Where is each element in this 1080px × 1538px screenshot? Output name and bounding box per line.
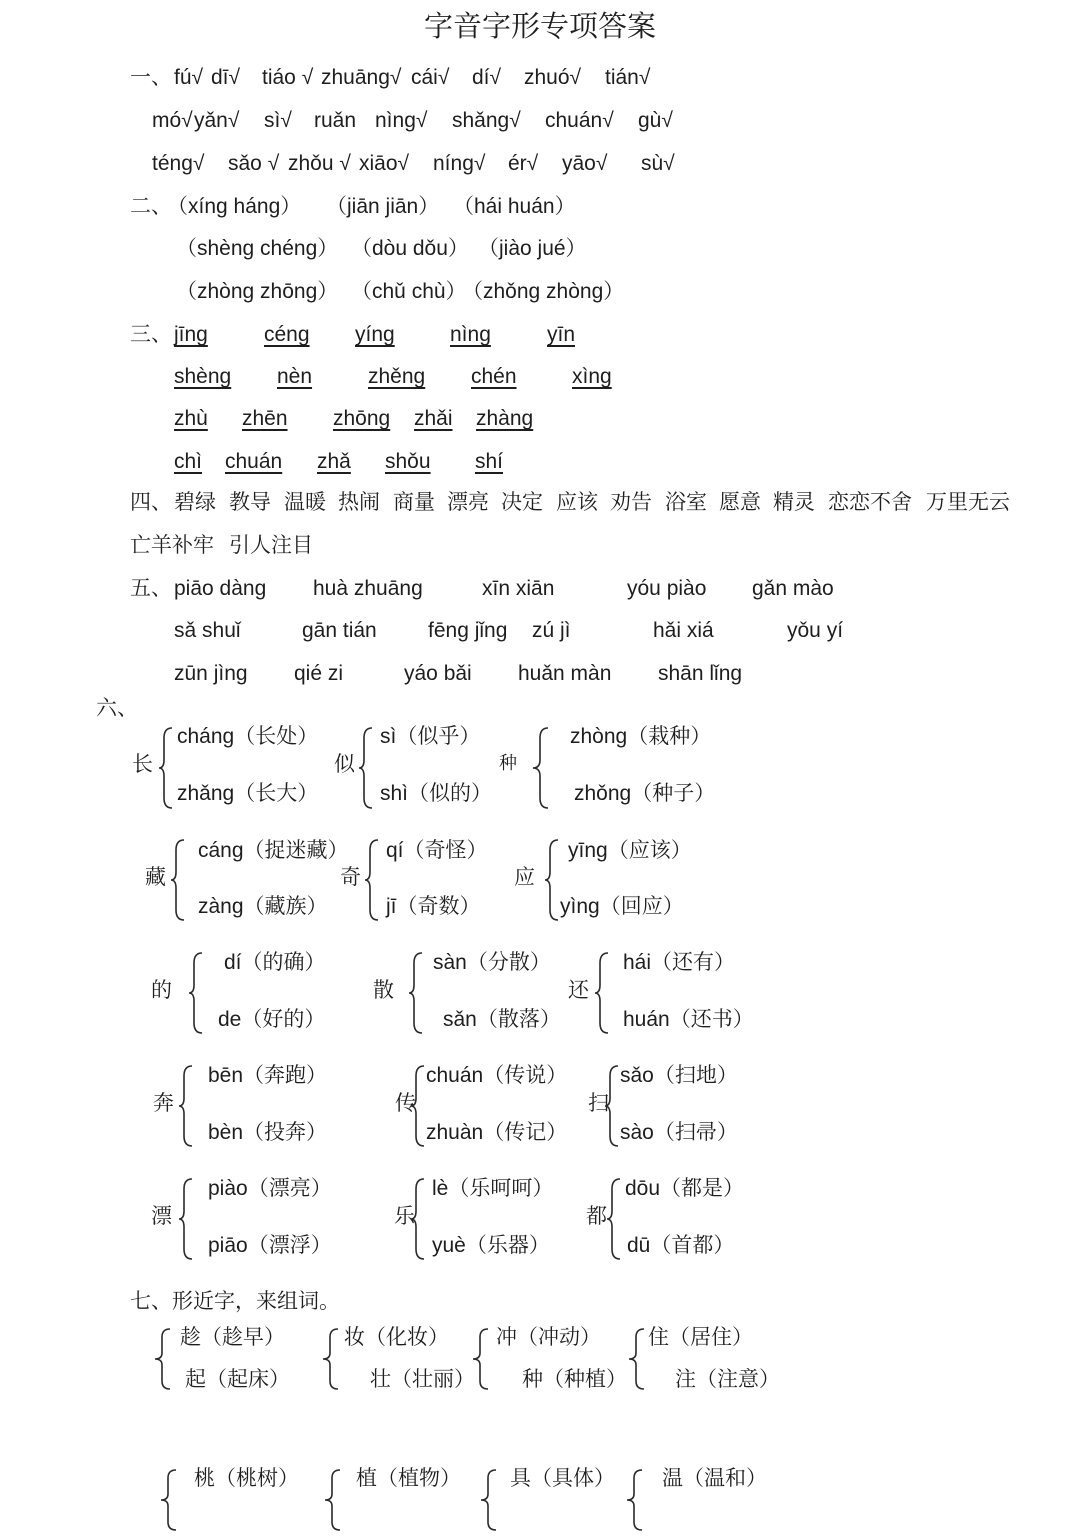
- answer: （shèng chéng）: [176, 237, 339, 260]
- polyphone-char: 长: [132, 752, 153, 776]
- reading: lè（乐呵呵）: [432, 1177, 554, 1200]
- word: 浴室: [665, 490, 707, 514]
- brace-icon: [626, 1468, 648, 1538]
- reading: chuán（传说）: [426, 1064, 568, 1087]
- word: 亡羊补牢: [130, 533, 214, 557]
- section-label: 二、: [130, 194, 172, 218]
- answer: sǎo √: [228, 152, 280, 175]
- brace-icon: [178, 1177, 198, 1261]
- polyphone-char: 乐: [394, 1204, 415, 1228]
- word-pair: 种（种植）: [522, 1367, 627, 1391]
- section-label: 六、: [96, 696, 138, 720]
- answer: xīn xiān: [482, 577, 555, 600]
- answer: qié zi: [294, 662, 344, 685]
- answer: nèn: [277, 365, 313, 388]
- section-label: 五、: [130, 576, 172, 600]
- answer: sì√: [264, 109, 292, 132]
- brace-icon: [154, 1327, 176, 1391]
- section-label: 四、: [130, 490, 172, 514]
- reading: de（好的）: [218, 1008, 326, 1031]
- section-label: 七、形近字，来组词。: [130, 1289, 340, 1313]
- answer: yáo bǎi: [404, 662, 472, 685]
- polyphone-char: 的: [151, 978, 172, 1002]
- word: 应该: [556, 490, 598, 514]
- polyphone-char: 还: [568, 978, 589, 1002]
- answer: fēng jǐng: [428, 619, 508, 642]
- brace-icon: [322, 1327, 344, 1391]
- reading: yuè（乐器）: [432, 1234, 550, 1257]
- brace-icon: [628, 1327, 650, 1391]
- word: 温暖: [284, 490, 326, 514]
- word: 漂亮: [447, 490, 489, 514]
- word-pair: 妆（化妆）: [344, 1325, 449, 1349]
- brace-icon: [160, 1468, 182, 1538]
- answer: yíng: [355, 323, 395, 346]
- answer: ér√: [508, 152, 539, 175]
- reading: zhòng（栽种）: [570, 725, 712, 748]
- answer: cái√: [411, 66, 450, 89]
- polyphone-char: 传: [395, 1091, 416, 1115]
- reading: sàn（分散）: [433, 951, 551, 974]
- reading: sào（扫帚）: [620, 1121, 738, 1144]
- answer: nìng√: [375, 109, 428, 132]
- brace-icon: [324, 1468, 346, 1538]
- answer: jīng: [174, 323, 208, 346]
- answer: dī√: [211, 66, 241, 89]
- reading: qí（奇怪）: [386, 839, 488, 862]
- reading: sì（似乎）: [380, 725, 481, 748]
- brace-icon: [472, 1327, 494, 1391]
- answer: mó√: [152, 109, 193, 132]
- answer: gān tián: [302, 619, 377, 642]
- polyphone-char: 应: [514, 865, 535, 889]
- reading: piāo（漂浮）: [208, 1234, 332, 1257]
- reading: zhǒng（种子）: [574, 782, 716, 805]
- answer: yǒu yí: [787, 619, 844, 642]
- brace-icon: [532, 726, 554, 810]
- answer: yǎn√: [194, 109, 240, 132]
- answer: zú jì: [532, 619, 571, 642]
- polyphone-char: 似: [334, 752, 355, 776]
- word: 决定: [501, 490, 543, 514]
- answer: dí√: [472, 66, 502, 89]
- answer: piāo dàng: [174, 577, 267, 600]
- answer: chuán: [225, 450, 283, 473]
- answer: chuán√: [545, 109, 614, 132]
- answer: （chǔ chù）: [351, 280, 467, 303]
- polyphone-char: 散: [373, 978, 394, 1002]
- reading: shì（似的）: [380, 782, 493, 805]
- answer: shèng: [174, 365, 232, 388]
- brace-icon: [188, 951, 208, 1035]
- word-pair: 桃（桃树）: [194, 1466, 299, 1490]
- answer: zhǎ: [317, 450, 351, 473]
- answer: zhēn: [242, 407, 288, 430]
- answer: yīn: [547, 323, 576, 346]
- polyphone-char: 奔: [153, 1091, 174, 1115]
- answer: （xíng háng）: [167, 195, 302, 218]
- answer: yóu piào: [627, 577, 707, 600]
- word: 商量: [393, 490, 435, 514]
- answer: zhǒu √: [288, 152, 351, 175]
- reading: piào（漂亮）: [208, 1177, 332, 1200]
- reading: yīng（应该）: [568, 839, 692, 862]
- polyphone-char: 都: [586, 1204, 607, 1228]
- answer: shān lǐng: [658, 662, 743, 685]
- polyphone-char: 漂: [151, 1204, 172, 1228]
- word-pair: 植（植物）: [356, 1466, 461, 1490]
- answer: gù√: [638, 109, 673, 132]
- reading: sǎn（散落）: [443, 1008, 561, 1031]
- word: 劝告: [610, 490, 652, 514]
- word: 教导: [229, 490, 271, 514]
- reading: bēn（奔跑）: [208, 1064, 328, 1087]
- answer: chì: [174, 450, 203, 473]
- page-title: 字音字形专项答案: [423, 9, 656, 43]
- polyphone-char: 扫: [588, 1091, 609, 1115]
- answer: tiáo √: [262, 66, 314, 89]
- word-pair: 住（居住）: [648, 1325, 753, 1349]
- reading: huán（还书）: [623, 1008, 754, 1031]
- answer: xìng: [572, 365, 612, 388]
- brace-icon: [606, 1177, 626, 1261]
- answer: zhǎi: [414, 407, 453, 430]
- word-pair: 趁（趁早）: [180, 1325, 285, 1349]
- answer: （jiào jué）: [478, 237, 587, 260]
- answer: shǒu: [385, 450, 431, 473]
- answer: （zhǒng zhòng）: [462, 280, 625, 303]
- brace-icon: [170, 838, 190, 922]
- answer: zhuāng√: [321, 66, 402, 89]
- polyphone-char: 藏: [145, 865, 166, 889]
- answer: céng: [264, 323, 310, 346]
- answer: zhàng: [476, 407, 534, 430]
- answer: shí: [475, 450, 504, 473]
- word: 万里无云: [926, 490, 1010, 514]
- answer: hǎi xiá: [653, 619, 714, 642]
- brace-icon: [408, 951, 428, 1035]
- brace-icon: [178, 1064, 198, 1148]
- brace-icon: [594, 951, 614, 1035]
- word: 精灵: [773, 490, 815, 514]
- word-pair: 注（注意）: [675, 1367, 780, 1391]
- answer: zhù: [174, 407, 208, 430]
- word-pair: 壮（壮丽）: [370, 1367, 475, 1391]
- answer: zhōng: [333, 407, 391, 430]
- word: 引人注目: [229, 533, 313, 557]
- reading: zhuàn（传记）: [426, 1121, 568, 1144]
- reading: bèn（投奔）: [208, 1121, 328, 1144]
- polyphone-char: 奇: [340, 865, 361, 889]
- answer: xiāo√: [359, 152, 410, 175]
- answer: níng√: [433, 152, 486, 175]
- brace-icon: [364, 838, 384, 922]
- brace-icon: [410, 1177, 430, 1261]
- word-pair: 起（起床）: [185, 1367, 290, 1391]
- answer: tián√: [605, 66, 651, 89]
- reading: cáng（捉迷藏）: [198, 839, 349, 862]
- answer: nìng: [450, 323, 491, 346]
- polyphone-char: 种: [499, 753, 517, 774]
- reading: dū（首都）: [627, 1234, 735, 1257]
- reading: jī（奇数）: [386, 895, 481, 918]
- reading: hái（还有）: [623, 951, 736, 974]
- answer: （jiān jiān）: [326, 195, 440, 218]
- word-pair: 冲（冲动）: [496, 1325, 601, 1349]
- reading: cháng（长处）: [177, 725, 319, 748]
- section-label: 一、: [130, 65, 172, 89]
- answer: chén: [471, 365, 517, 388]
- brace-icon: [358, 726, 378, 810]
- word-pair: 温（温和）: [662, 1466, 767, 1490]
- word-pair: 具（具体）: [510, 1466, 615, 1490]
- word: 热闹: [338, 490, 380, 514]
- answer: gǎn mào: [752, 577, 834, 600]
- brace-icon: [158, 726, 178, 810]
- answer: shǎng√: [452, 109, 521, 132]
- answer: zūn jìng: [174, 662, 248, 685]
- answer: sù√: [641, 152, 675, 175]
- answer: huǎn màn: [518, 662, 612, 685]
- answer: （dòu dǒu）: [351, 237, 469, 260]
- answer: sǎ shuǐ: [174, 619, 241, 642]
- reading: dōu（都是）: [625, 1177, 745, 1200]
- answer: fú√: [174, 66, 204, 89]
- reading: yìng（回应）: [560, 895, 684, 918]
- answer: zhuó√: [524, 66, 582, 89]
- reading: dí（的确）: [224, 951, 326, 974]
- word: 碧绿: [174, 490, 216, 514]
- reading: sǎo（扫地）: [620, 1064, 738, 1087]
- answer: （hái huán）: [453, 195, 576, 218]
- reading: zàng（藏族）: [198, 895, 328, 918]
- brace-icon: [480, 1468, 502, 1538]
- word: 恋恋不舍: [828, 490, 912, 514]
- section-label: 三、: [130, 322, 172, 346]
- answer: téng√: [152, 152, 205, 175]
- answer: yāo√: [562, 152, 608, 175]
- answer: （zhòng zhōng）: [176, 280, 339, 303]
- word: 愿意: [719, 490, 761, 514]
- answer: zhěng: [368, 365, 426, 388]
- answer: huà zhuāng: [313, 577, 423, 600]
- answer: ruǎn: [314, 109, 357, 132]
- reading: zhǎng（长大）: [177, 782, 319, 805]
